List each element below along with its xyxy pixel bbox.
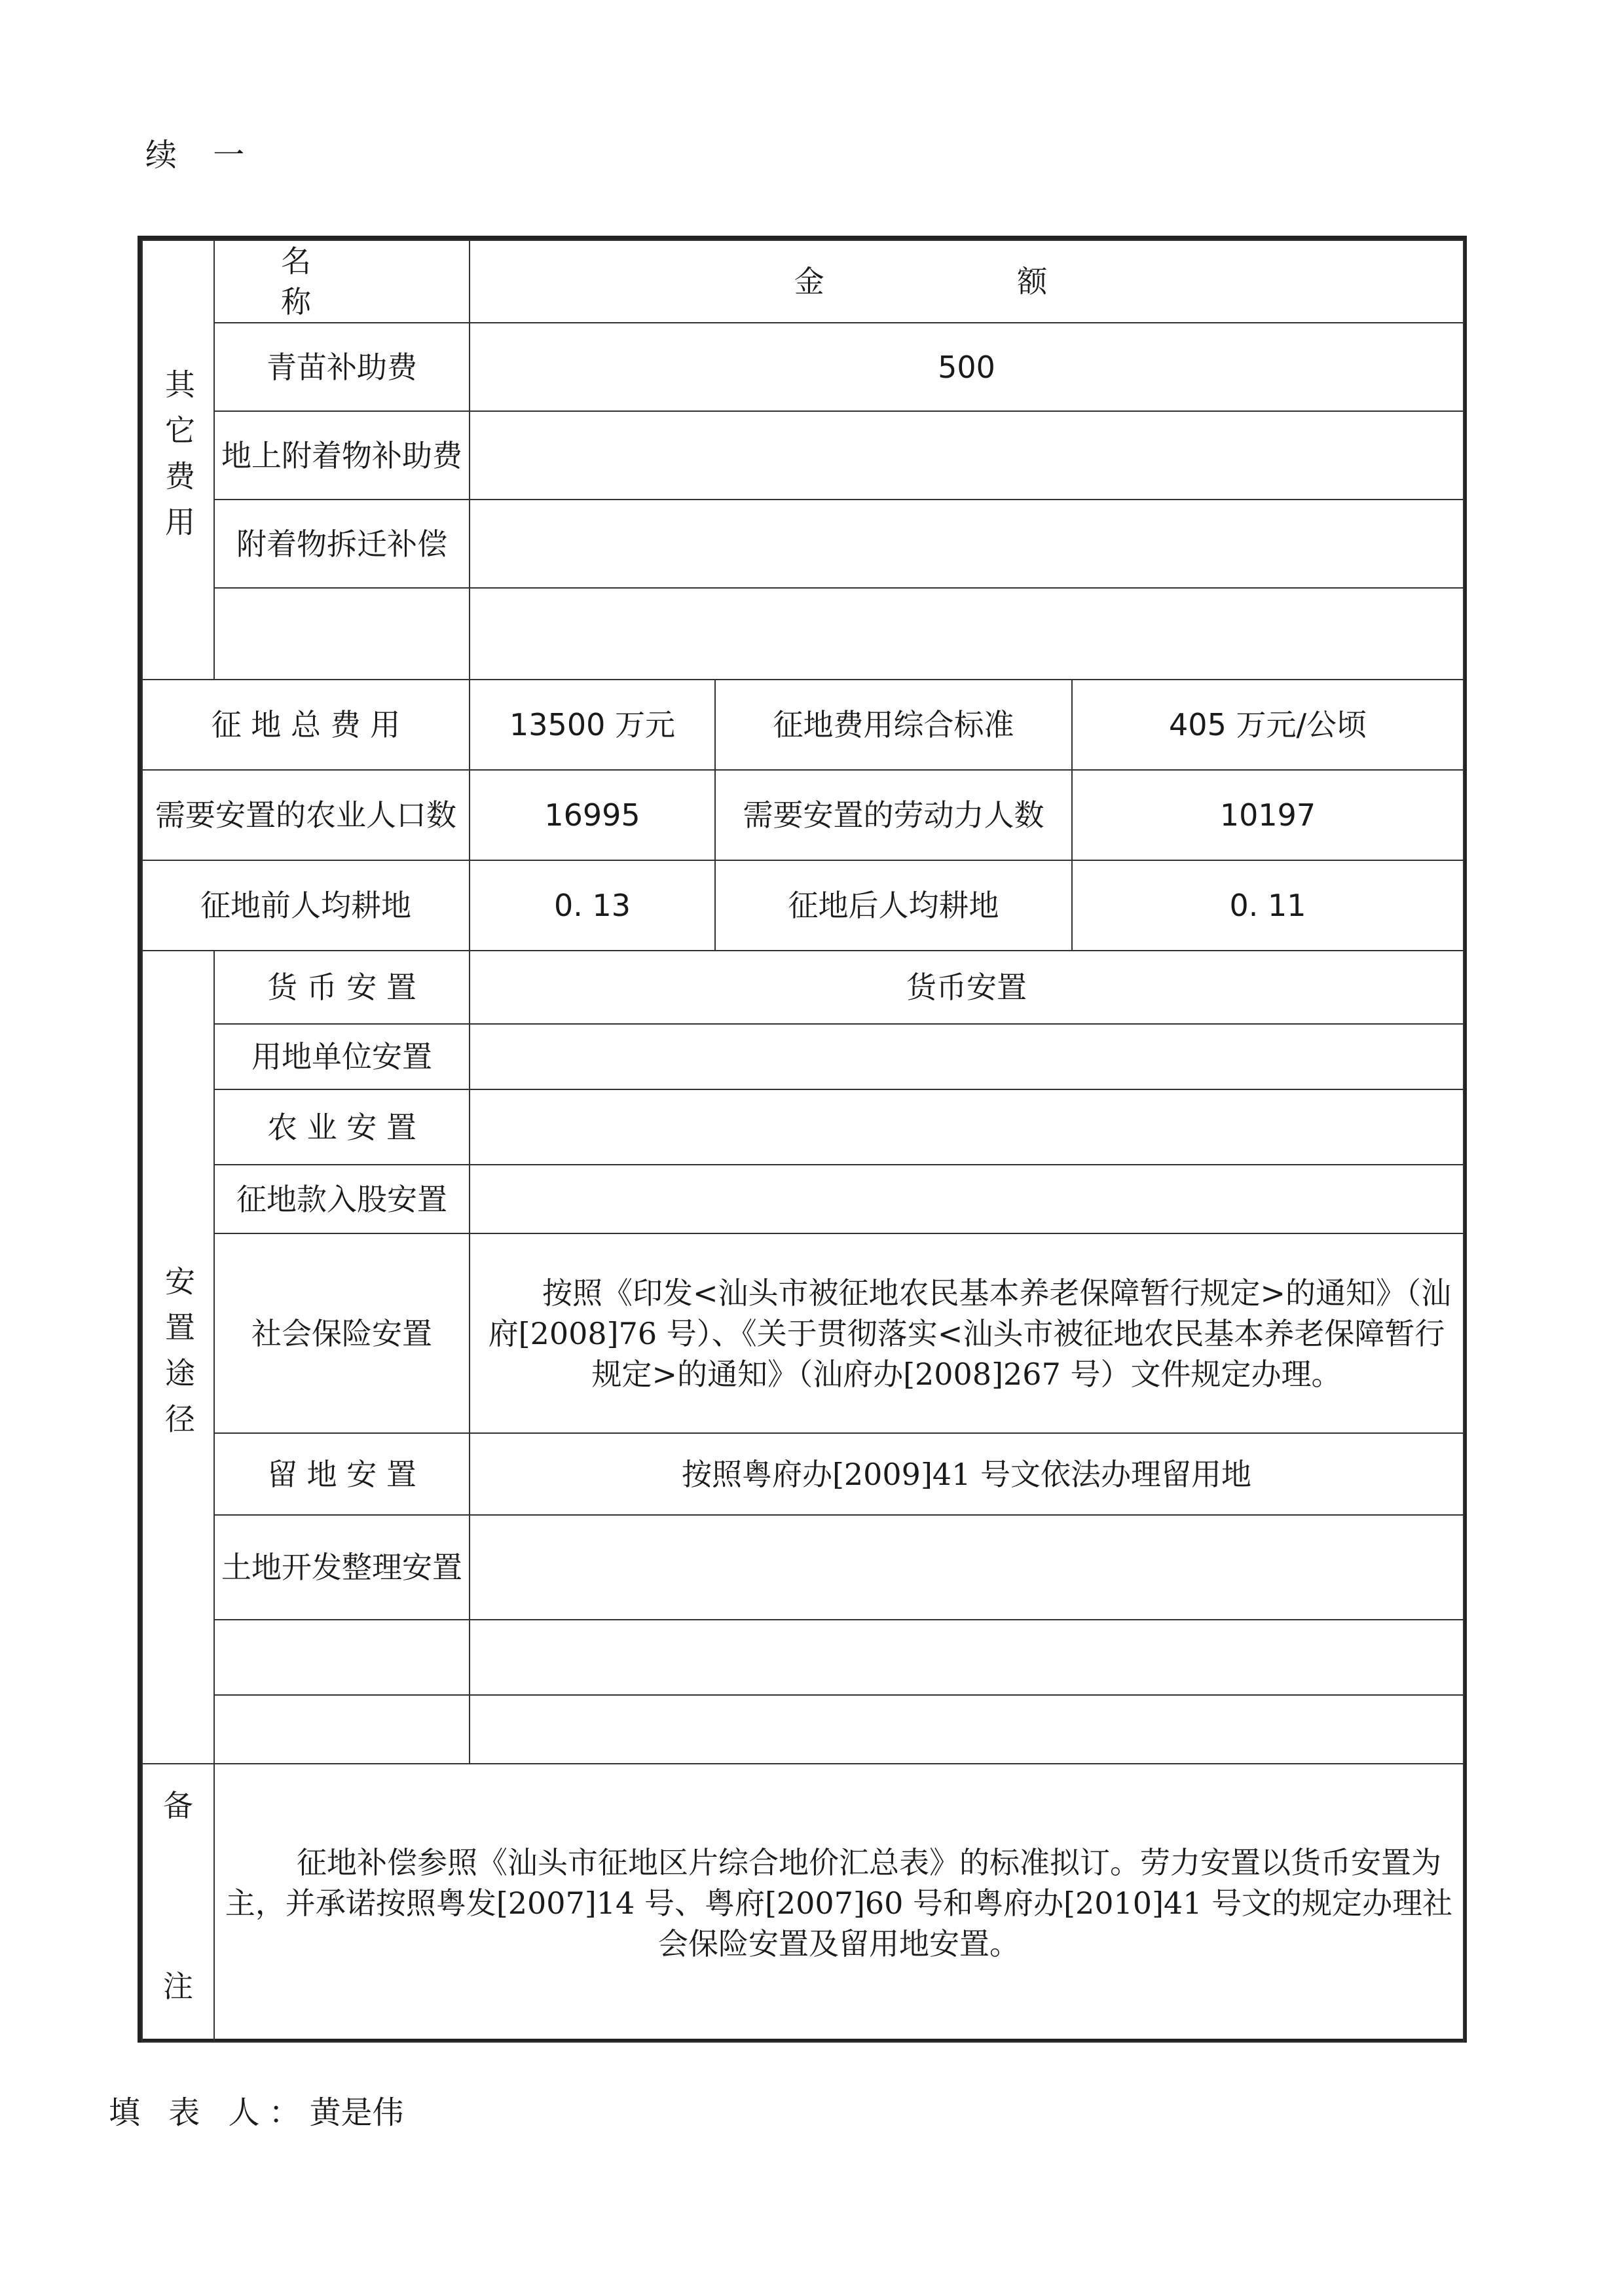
summary-value: 0. 11	[1072, 860, 1464, 951]
resettlement-name: 用地单位安置	[214, 1024, 470, 1089]
summary-value: 10197	[1072, 770, 1464, 860]
fee-name: 附着物拆迁补偿	[214, 500, 470, 588]
social-insurance-content: 按照《印发<汕头市被征地农民基本养老保障暂行规定>的通知》（汕府[2008]76 号）、《关于贯彻落实<汕头市被征地农民基本养老保障暂行规定>的通知》（汕府办[2008]267 号）文件规定办理。	[470, 1233, 1464, 1433]
resettlement-name: 社会保险安置	[214, 1233, 470, 1433]
form-filler-name: 黄是伟	[309, 2094, 404, 2131]
resettlement-name: 农 业 安 置	[214, 1089, 470, 1165]
resettlement-content	[470, 1089, 1464, 1165]
remarks-label	[142, 1764, 214, 2042]
resettlement-content: 货币安置	[470, 951, 1464, 1024]
page-header: 续 一	[145, 137, 258, 173]
remarks-text: 征地补偿参照《汕头市征地区片综合地价汇总表》的标准拟订。劳力安置以货币安置为主，并承诺按照粤发[2007]14 号、粤府[2007]60 号和粤府办[2010]41 号文的规定办理社会保险安置及留用地安置。	[214, 1764, 1464, 2042]
resettlement-content	[470, 1165, 1464, 1233]
summary-label: 征 地 总 费 用	[142, 680, 470, 770]
resettlement-content: 按照粤府办[2009]41 号文依法办理留用地	[470, 1433, 1464, 1515]
summary-label: 征地后人均耕地	[715, 860, 1072, 951]
resettlement-content	[470, 1515, 1464, 1620]
summary-value: 405 万元/公顷	[1072, 680, 1464, 770]
resettlement-name	[214, 1620, 470, 1695]
fee-name	[214, 588, 470, 680]
resettlement-name: 货 币 安 置	[214, 951, 470, 1024]
resettlement-name: 留 地 安 置	[214, 1433, 470, 1515]
resettlement-content	[470, 1695, 1464, 1764]
summary-label: 征地费用综合标准	[715, 680, 1072, 770]
summary-value: 0. 13	[470, 860, 715, 951]
form-filler-label: 填 表 人：	[109, 2094, 310, 2131]
summary-label: 征地前人均耕地	[142, 860, 470, 951]
resettlement-content	[470, 1024, 1464, 1089]
fee-name: 青苗补助费	[214, 323, 470, 411]
summary-label: 需要安置的劳动力人数	[715, 770, 1072, 860]
other-fees-group-label: 其它费用	[142, 240, 214, 680]
fee-amount	[470, 500, 1464, 588]
resettlement-name	[214, 1695, 470, 1764]
fee-amount	[470, 588, 1464, 680]
fee-name: 地上附着物补助费	[214, 411, 470, 500]
form-filler	[109, 2087, 404, 2132]
summary-label: 需要安置的农业人口数	[142, 770, 470, 860]
header-amount: 金 额	[470, 240, 1464, 323]
resettlement-group-label: 安置途径	[142, 951, 214, 1764]
resettlement-name: 征地款入股安置	[214, 1165, 470, 1233]
summary-value: 13500 万元	[470, 680, 715, 770]
remarks-label-top: 备	[163, 1788, 193, 1824]
summary-value: 16995	[470, 770, 715, 860]
resettlement-content	[470, 1620, 1464, 1695]
resettlement-name: 土地开发整理安置	[214, 1515, 470, 1620]
fee-amount: 500	[470, 323, 1464, 411]
land-acquisition-table	[138, 236, 1467, 2043]
remarks-label-bottom: 注	[163, 1969, 193, 2005]
header-name: 名 称	[214, 240, 470, 323]
fee-amount	[470, 411, 1464, 500]
